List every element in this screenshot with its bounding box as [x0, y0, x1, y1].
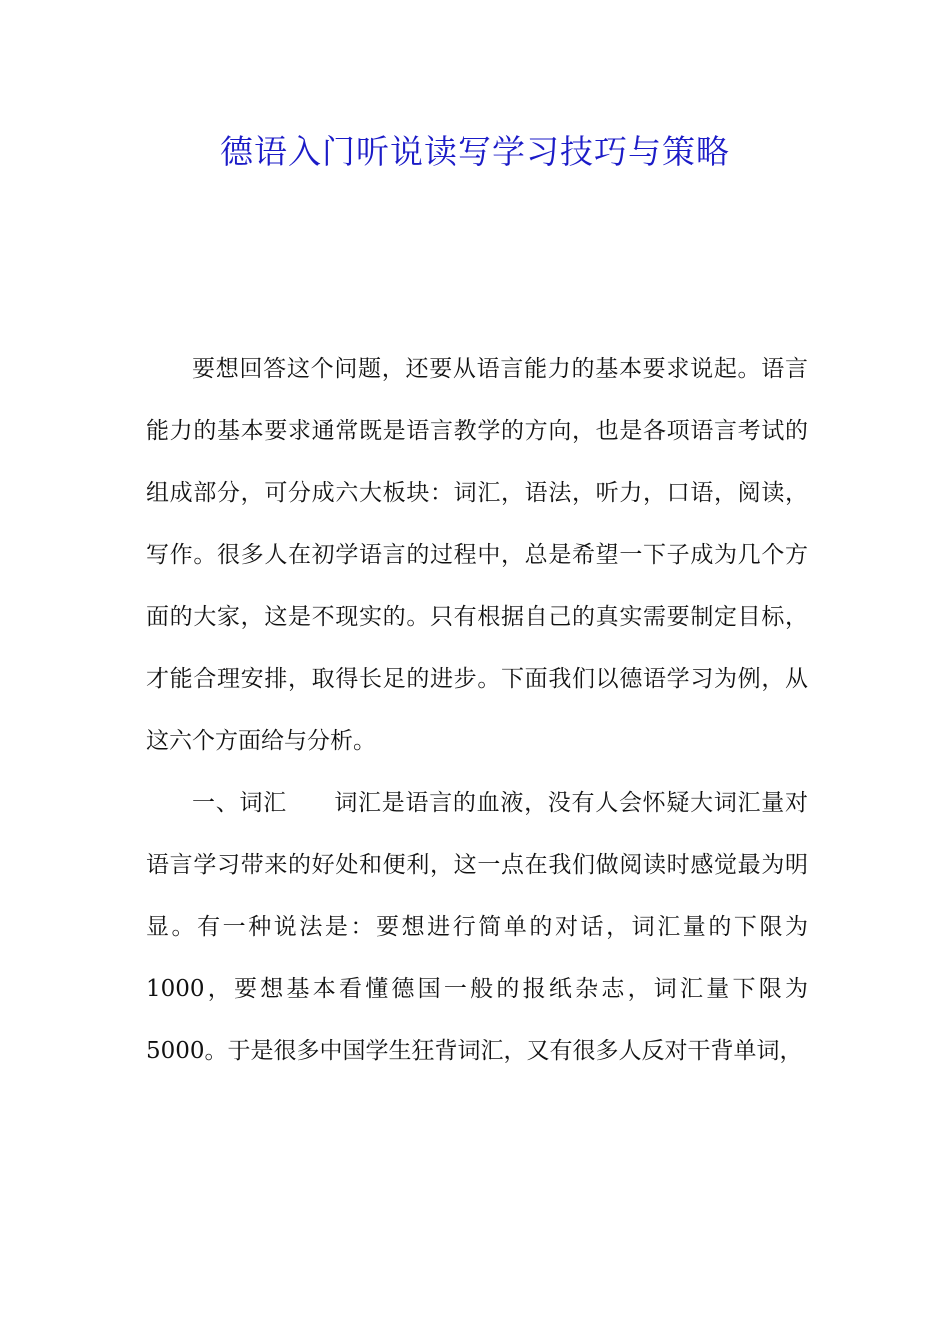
document-body — [146, 338, 808, 1082]
document-title: 德语入门听说读写学习技巧与策略 — [220, 132, 730, 171]
paragraph: 要想回答这个问题，还要从语言能力的基本要求说起。语言能力的基本要求通常既是语言教学的方向，也是各项语言考试的组成部分，可分成六大板块：词汇，语法，听力，口语，阅读，写作。很多人在初学语言的过程中，总是希望一下子成为几个方面的大家，这是不现实的。只有根据自己的真实需要制定目标，才能合理安排，取得长足的进步。下面我们以德语学习为例，从这六个方面给与分析。 — [146, 356, 808, 754]
paragraph: 一、词汇 词汇是语言的血液，没有人会怀疑大词汇量对语言学习带来的好处和便利，这一点在我们做阅读时感觉最为明显。有一种说法是：要想进行简单的对话，词汇量的下限为1000，要想基本看懂德国一般的报纸杂志，词汇量下限为5000。于是很多中国学生狂背词汇，又有很多人反对干背单词， — [146, 790, 808, 1064]
